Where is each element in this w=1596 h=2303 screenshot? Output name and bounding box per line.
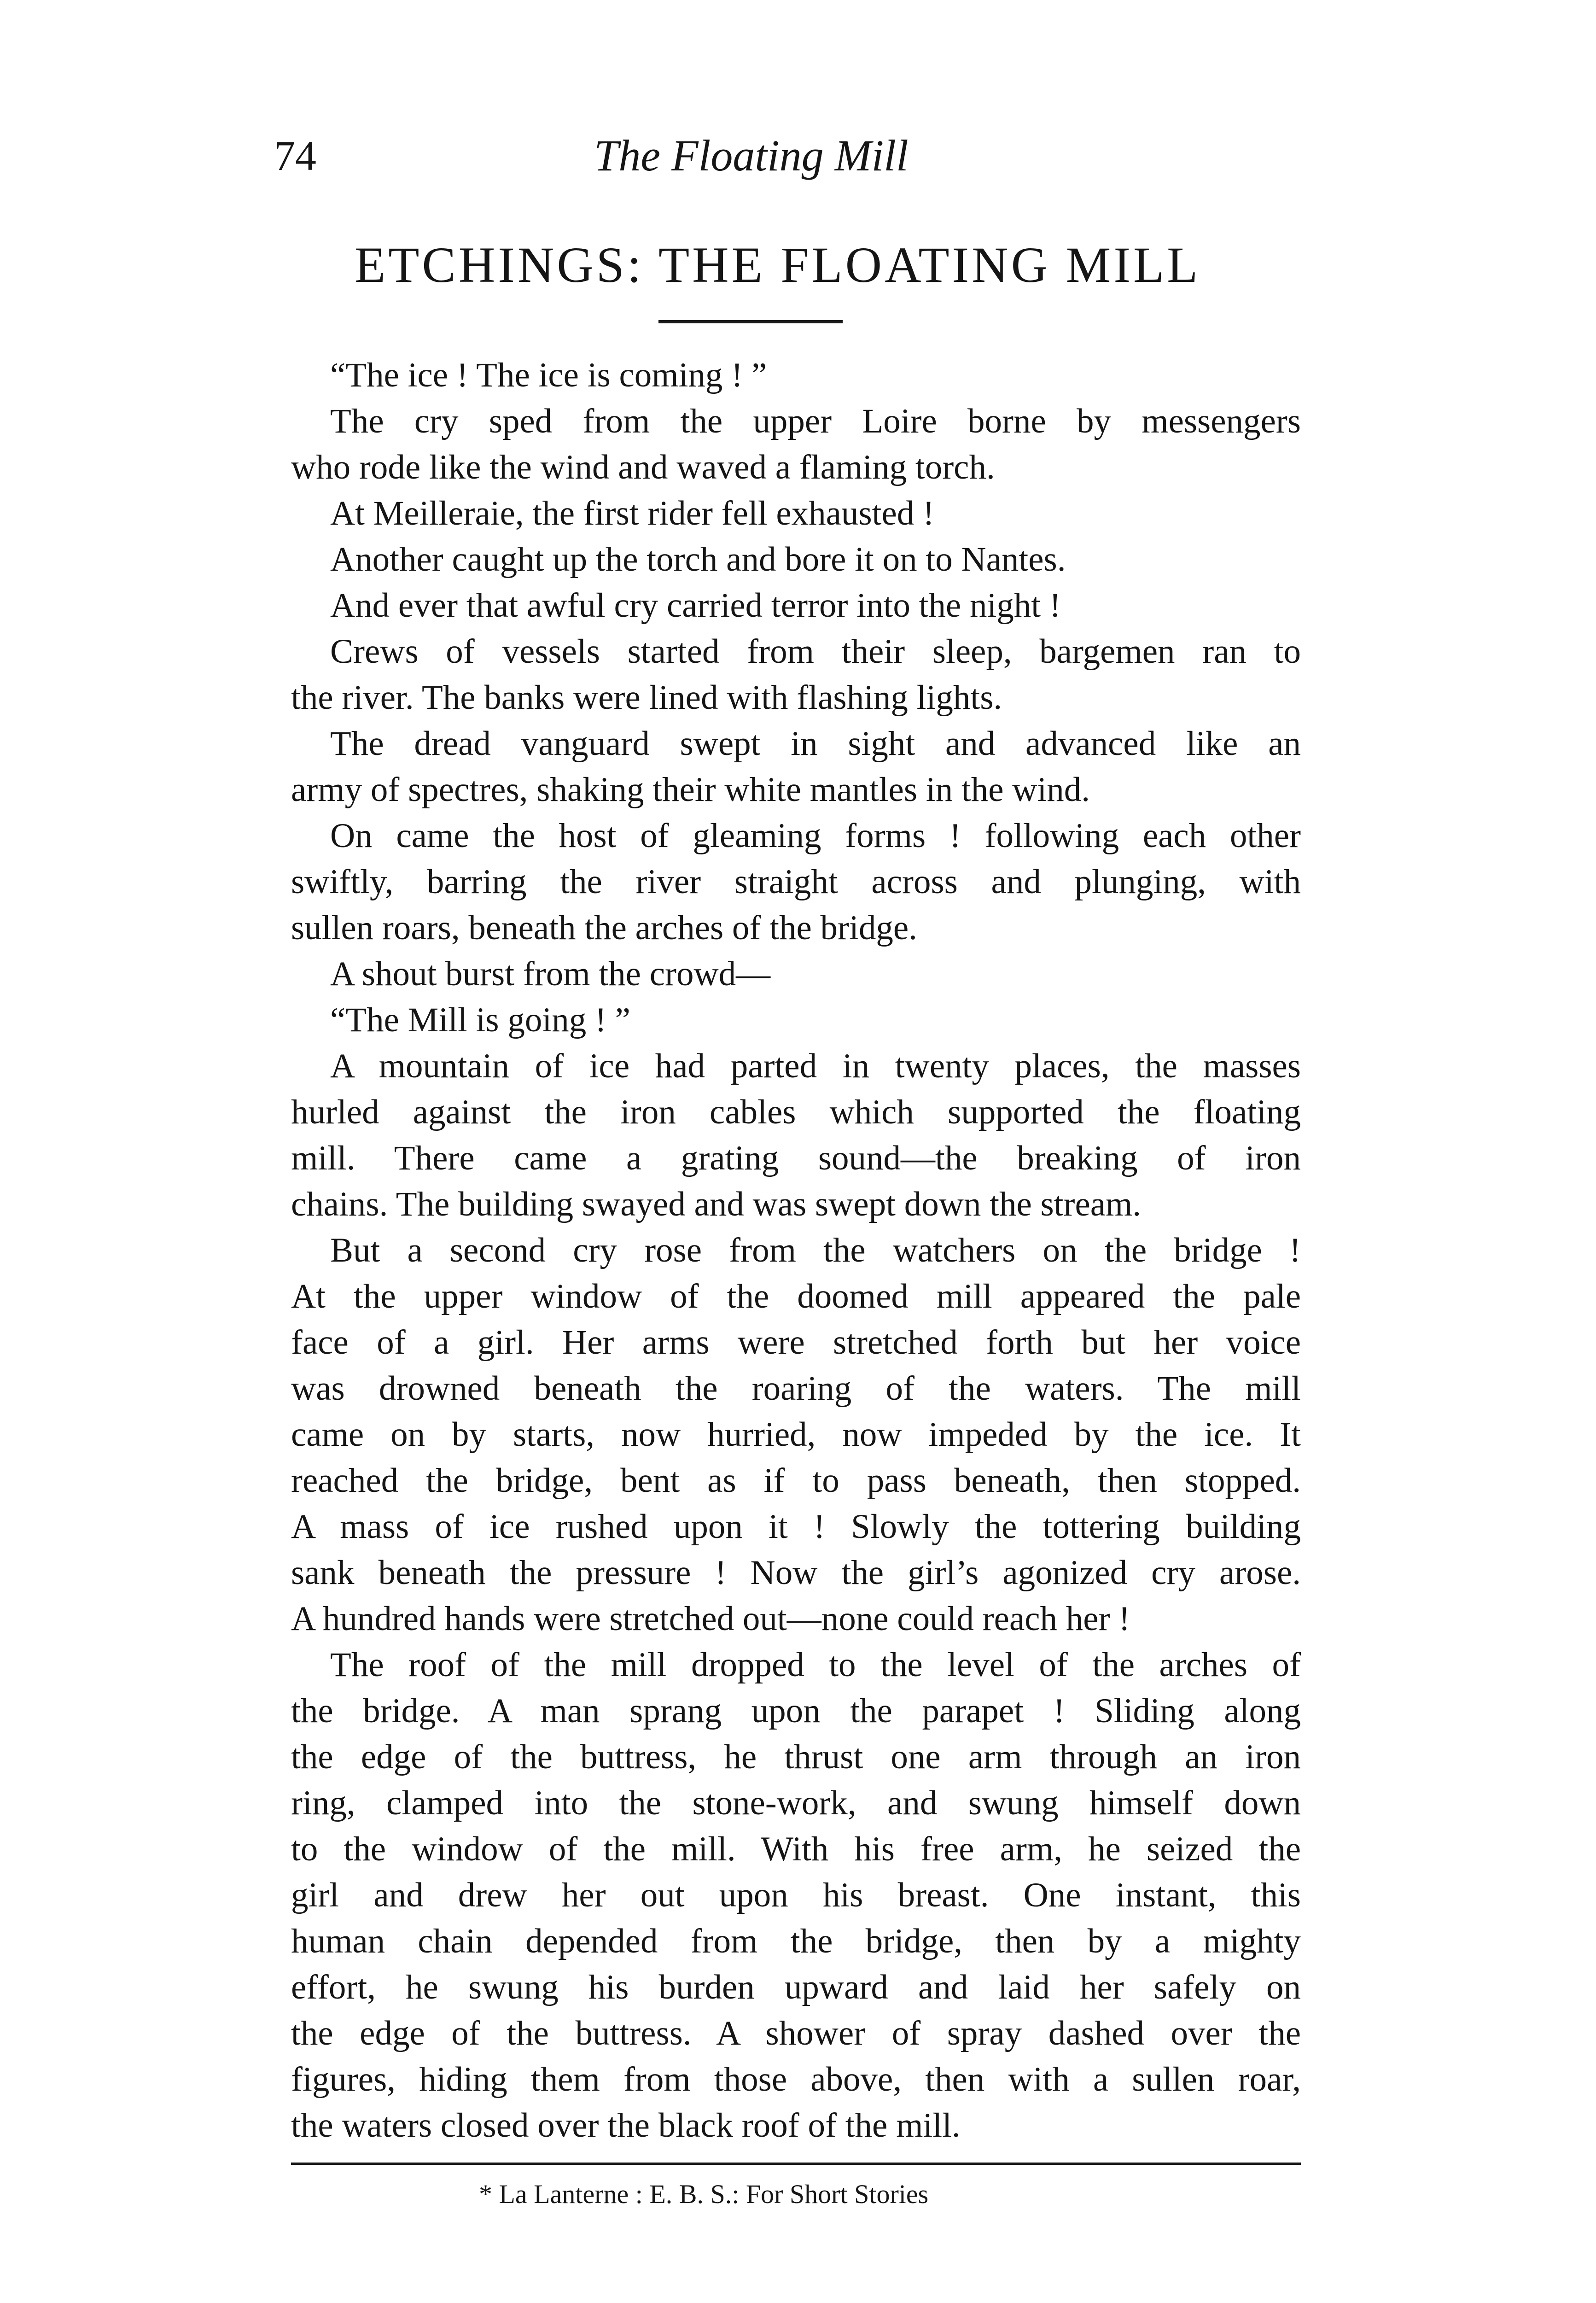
text-line: A shout burst from the crowd— xyxy=(330,955,771,993)
text-line: But a second cry rose from the watchers on the bridge ! xyxy=(330,1231,1301,1269)
text-line: mill. There came a grating sound—the breaking of iron xyxy=(291,1139,1301,1177)
text-line: A mass of ice rushed upon it ! Slowly the tottering building xyxy=(291,1508,1301,1546)
heading-rule xyxy=(658,320,843,323)
footnote-rule xyxy=(291,2163,1301,2165)
text-line: sank beneath the pressure ! Now the girl’s agonized cry arose. xyxy=(291,1554,1301,1592)
text-line: was drowned beneath the roaring of the waters. The mill xyxy=(291,1369,1301,1408)
text-line: Another caught up the torch and bore it on to Nantes. xyxy=(330,540,1066,579)
text-line: “The Mill is going ! ” xyxy=(330,1001,630,1039)
text-line: army of spectres, shaking their white mantles in the wind. xyxy=(291,771,1090,809)
text-line: A hundred hands were stretched out—none could reach her ! xyxy=(291,1600,1130,1638)
text-line: face of a girl. Her arms were stretched forth but her voice xyxy=(291,1323,1301,1362)
text-line: The cry sped from the upper Loire borne by messengers xyxy=(330,402,1301,440)
text-line: The dread vanguard swept in sight and advanced like an xyxy=(330,725,1301,763)
text-line: Crews of vessels started from their sleep, bargemen ran to xyxy=(330,632,1301,671)
text-line: hurled against the iron cables which supported the floating xyxy=(291,1093,1301,1131)
text-line: swiftly, barring the river straight across and plunging, with xyxy=(291,863,1301,901)
running-title: The Floating Mill xyxy=(594,131,909,180)
text-line: And ever that awful cry carried terror into the night ! xyxy=(330,586,1061,625)
text-line: who rode like the wind and waved a flaming torch. xyxy=(291,448,995,486)
text-line: the bridge. A man sprang upon the parapet ! Sliding along xyxy=(291,1692,1301,1730)
page-number: 74 xyxy=(274,132,316,179)
text-line: effort, he swung his burden upward and laid her safely on xyxy=(291,1968,1301,2006)
text-line: human chain depended from the bridge, then by a mighty xyxy=(291,1922,1301,1960)
text-line: the edge of the buttress. A shower of spray dashed over the xyxy=(291,2014,1301,2052)
text-line: sullen roars, beneath the arches of the bridge. xyxy=(291,909,917,947)
text-line: chains. The building swayed and was swept down the stream. xyxy=(291,1185,1142,1223)
text-line: the river. The banks were lined with flashing lights. xyxy=(291,678,1002,717)
article-body xyxy=(291,352,1301,2149)
text-line: A mountain of ice had parted in twenty places, the masses xyxy=(330,1047,1301,1085)
text-line: came on by starts, now hurried, now impeded by the ice. It xyxy=(291,1415,1301,1454)
text-line: At the upper window of the doomed mill appeared the pale xyxy=(291,1277,1301,1315)
text-line: “The ice ! The ice is coming ! ” xyxy=(330,356,767,394)
article-heading: ETCHINGS: THE FLOATING MILL xyxy=(355,237,1201,293)
text-line: The roof of the mill dropped to the level of the arches of xyxy=(330,1646,1301,1684)
text-line: the waters closed over the black roof of the mill. xyxy=(291,2106,961,2145)
text-line: ring, clamped into the stone-work, and swung himself down xyxy=(291,1784,1301,1822)
text-line: girl and drew her out upon his breast. One instant, this xyxy=(291,1876,1301,1914)
footnote: * La Lanterne : E. B. S.: For Short Stories xyxy=(479,2179,929,2209)
text-line: On came the host of gleaming forms ! following each other xyxy=(330,817,1301,855)
text-line: the edge of the buttress, he thrust one arm through an iron xyxy=(291,1738,1301,1776)
text-line: At Meilleraie, the first rider fell exhausted ! xyxy=(330,494,934,532)
text-line: figures, hiding them from those above, then with a sullen roar, xyxy=(291,2060,1301,2098)
text-line: to the window of the mill. With his free arm, he seized the xyxy=(291,1830,1301,1868)
text-line: reached the bridge, bent as if to pass beneath, then stopped. xyxy=(291,1461,1301,1500)
